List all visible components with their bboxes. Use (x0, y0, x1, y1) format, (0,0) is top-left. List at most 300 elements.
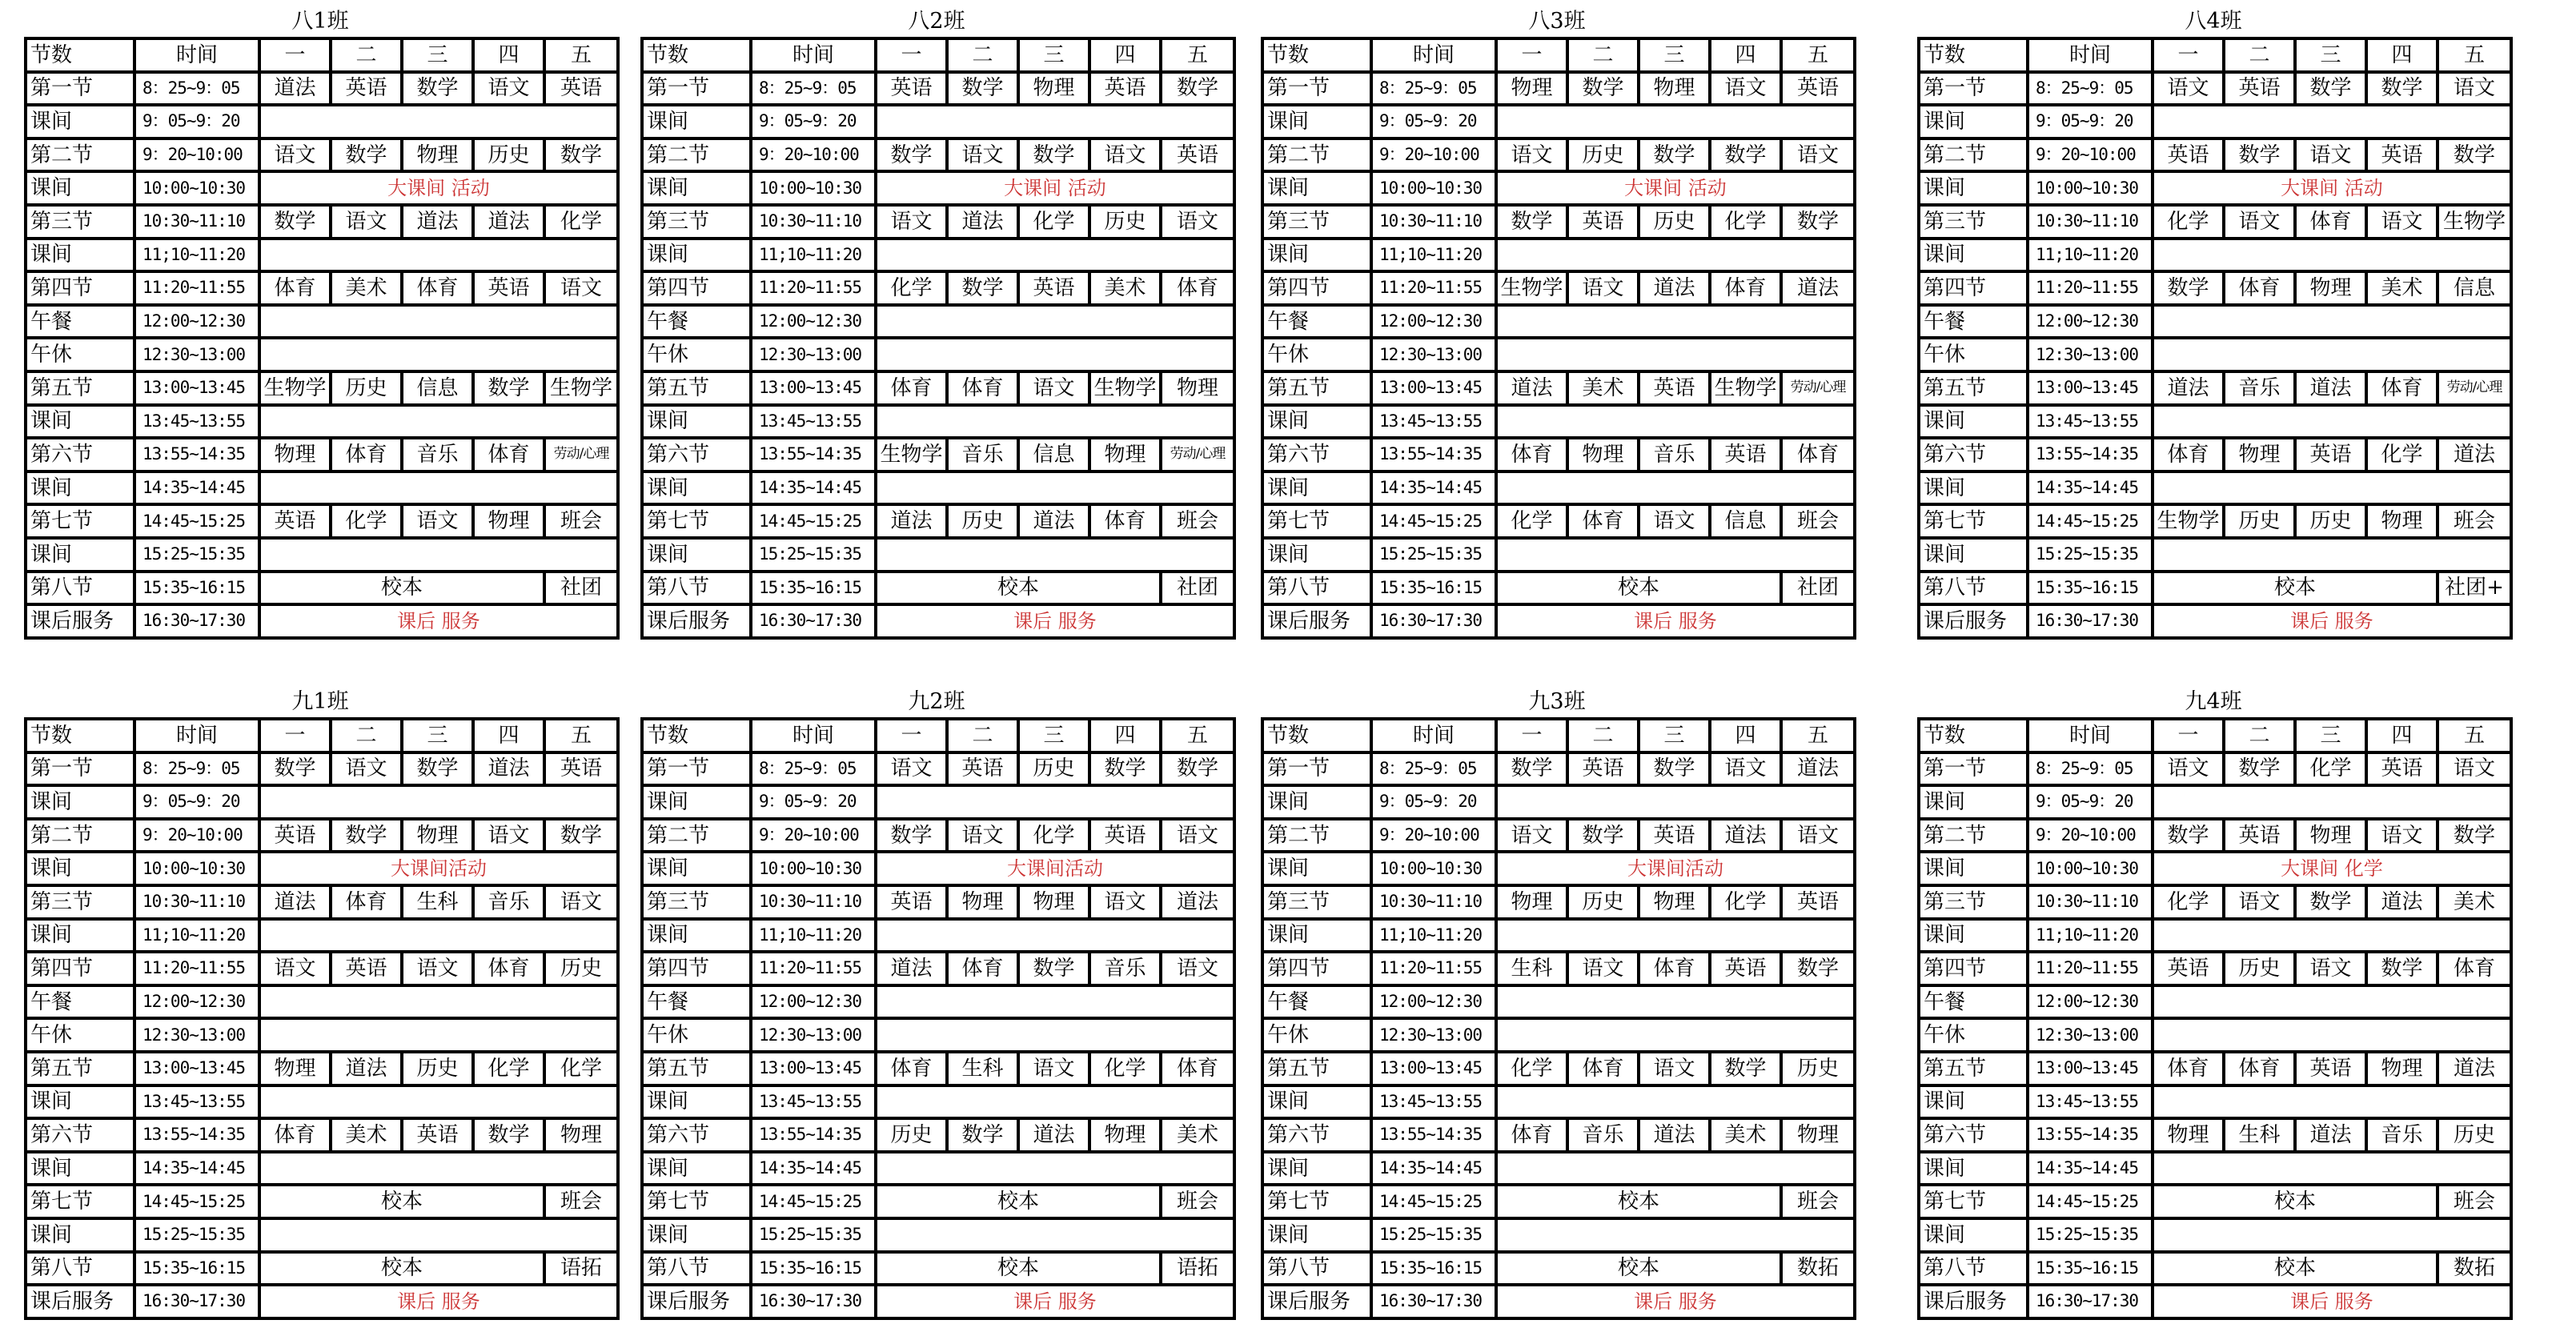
header-day: 一 (1496, 38, 1567, 72)
course-cell: 英语 (544, 72, 618, 106)
schedule-table (1917, 717, 2513, 1320)
period-label: 课间 (26, 171, 134, 205)
period-time: 14:45~15:25 (2028, 1185, 2153, 1218)
break-blank (876, 1018, 1234, 1052)
period-time: 10:00~10:30 (134, 171, 259, 205)
course-cell: 劳动/心理 (1161, 438, 1234, 471)
period-time: 13:55~14:35 (134, 1118, 259, 1152)
schedule-row (1919, 952, 2511, 985)
course-cell: 美术 (1089, 271, 1161, 305)
schedule-row (26, 138, 618, 172)
schedule-row (26, 852, 618, 885)
period-time: 10:00~10:30 (751, 171, 876, 205)
period-label: 第一节 (1262, 752, 1371, 786)
activity-note: 课后 服务 (2153, 1285, 2511, 1318)
course-cell: 数学 (331, 819, 402, 853)
course-cell: 道法 (402, 205, 473, 239)
schedule-row (1919, 604, 2511, 638)
activity-note: 课后 服务 (1496, 1285, 1855, 1318)
break-blank (259, 1018, 618, 1052)
period-time: 12:00~12:30 (134, 305, 259, 339)
period-time: 10:00~10:30 (751, 852, 876, 885)
course-cell: 语文 (1567, 271, 1639, 305)
period-label: 第六节 (26, 438, 134, 471)
period-time: 16:30~17:30 (1371, 604, 1496, 638)
course-cell: 历史 (2295, 504, 2366, 538)
course-cell: 数学 (1161, 752, 1234, 786)
schedule-row (1919, 919, 2511, 953)
period-time: 13:45~13:55 (134, 405, 259, 439)
activity-note: 课后 服务 (259, 604, 618, 638)
schedule-row (642, 1085, 1234, 1119)
period-label: 课间 (1262, 405, 1371, 439)
schedule-row (642, 105, 1234, 138)
period-label: 午休 (26, 1018, 134, 1052)
period-time: 12:00~12:30 (134, 985, 259, 1019)
break-blank (259, 105, 618, 138)
course-cell: 生物学 (1710, 371, 1781, 405)
activity-note: 大课间 活动 (876, 171, 1234, 205)
break-blank (259, 1085, 618, 1119)
activity-note: 大课间 活动 (1496, 171, 1855, 205)
period-label: 课间 (1919, 239, 2028, 272)
period-time: 11;10~11:20 (751, 239, 876, 272)
period-label: 课间 (642, 105, 751, 138)
schedule-table (1261, 717, 1856, 1320)
merged-course: 校本 (1496, 1185, 1781, 1218)
schedule-row (1919, 1252, 2511, 1286)
header-period: 节数 (1919, 719, 2028, 752)
period-time: 13:55~14:35 (2028, 1118, 2153, 1152)
schedule-row (1262, 1252, 1855, 1286)
schedule-row (1919, 239, 2511, 272)
period-label: 课后服务 (642, 1285, 751, 1318)
schedule-row (642, 819, 1234, 853)
course-cell: 物理 (1089, 438, 1161, 471)
course-cell: 语文 (1018, 371, 1089, 405)
course-cell: 数学 (876, 138, 947, 172)
course-cell: 化学 (1496, 1052, 1567, 1085)
course-cell: 物理 (2224, 438, 2295, 471)
period-time: 9：05~9：20 (2028, 105, 2153, 138)
period-time: 8：25~9：05 (751, 72, 876, 106)
schedule-row (642, 138, 1234, 172)
header-day: 五 (1161, 38, 1234, 72)
schedule-row (26, 785, 618, 819)
course-cell: 语文 (473, 819, 544, 853)
course-cell: 数学 (331, 138, 402, 172)
period-label: 课间 (26, 1152, 134, 1186)
period-time: 12:30~13:00 (2028, 1018, 2153, 1052)
schedule-row (26, 1085, 618, 1119)
break-blank (2153, 1218, 2511, 1252)
schedule-row (642, 952, 1234, 985)
course-cell: 化学 (1710, 205, 1781, 239)
break-blank (259, 1152, 618, 1186)
schedule-row (642, 785, 1234, 819)
period-time: 11:20~11:55 (134, 271, 259, 305)
schedule-row (1919, 785, 2511, 819)
schedule-row (1919, 985, 2511, 1019)
schedule-row (1262, 1085, 1855, 1119)
period-time: 9：20~10:00 (2028, 819, 2153, 853)
course-cell: 信息 (402, 371, 473, 405)
header-day: 五 (544, 38, 618, 72)
period-label: 午餐 (1919, 985, 2028, 1019)
course-cell: 体育 (1089, 504, 1161, 538)
course-cell: 物理 (2366, 1052, 2438, 1085)
schedule-row (1919, 538, 2511, 572)
course-cell: 体育 (1161, 271, 1234, 305)
course-cell: 英语 (876, 885, 947, 919)
period-time: 15:35~16:15 (2028, 1252, 2153, 1286)
course-cell: 语文 (331, 205, 402, 239)
period-label: 第八节 (1262, 572, 1371, 605)
schedule-row (642, 371, 1234, 405)
course-cell: 信息 (1018, 438, 1089, 471)
period-time: 14:35~14:45 (1371, 1152, 1496, 1186)
course-cell: 语文 (544, 271, 618, 305)
merged-course: 校本 (1496, 572, 1781, 605)
course-cell: 数学 (1710, 138, 1781, 172)
period-time: 9：20~10:00 (1371, 138, 1496, 172)
course-cell: 生科 (947, 1052, 1018, 1085)
header-time: 时间 (751, 719, 876, 752)
period-time: 12:00~12:30 (2028, 305, 2153, 339)
course-cell: 数学 (2295, 72, 2366, 106)
class-timetable (24, 680, 616, 1317)
period-label: 第二节 (1919, 138, 2028, 172)
course-cell: 体育 (2224, 1052, 2295, 1085)
schedule-row (26, 1185, 618, 1218)
period-time: 15:25~15:35 (751, 538, 876, 572)
course-cell: 音乐 (402, 438, 473, 471)
course-cell: 道法 (259, 72, 331, 106)
header-day: 一 (1496, 719, 1567, 752)
period-label: 第六节 (1262, 438, 1371, 471)
header-day: 四 (473, 38, 544, 72)
course-cell: 道法 (2438, 438, 2511, 471)
course-cell: 数学 (2153, 271, 2224, 305)
course-cell: 化学 (544, 1052, 618, 1085)
activity-note: 课后 服务 (1496, 604, 1855, 638)
merged-course: 校本 (2153, 1252, 2438, 1286)
schedule-row (1262, 271, 1855, 305)
schedule-row (1919, 72, 2511, 106)
course-cell: 物理 (402, 819, 473, 853)
period-time: 12:30~13:00 (134, 1018, 259, 1052)
schedule-row (1262, 852, 1855, 885)
course-cell: 历史 (331, 371, 402, 405)
course-cell: 物理 (1496, 885, 1567, 919)
schedule-row (642, 338, 1234, 371)
schedule-row (642, 205, 1234, 239)
period-label: 课间 (26, 471, 134, 505)
course-cell: 社团 (544, 572, 618, 605)
course-cell: 体育 (259, 1118, 331, 1152)
period-label: 第四节 (1919, 271, 2028, 305)
period-time: 13:00~13:45 (134, 1052, 259, 1085)
period-label: 课间 (1262, 852, 1371, 885)
course-cell: 历史 (1639, 205, 1710, 239)
period-time: 13:00~13:45 (751, 371, 876, 405)
schedule-row (26, 471, 618, 505)
course-cell: 道法 (1710, 819, 1781, 853)
course-cell: 社团+ (2438, 572, 2511, 605)
break-blank (876, 538, 1234, 572)
header-row (1919, 719, 2511, 752)
period-time: 11;10~11:20 (134, 919, 259, 953)
course-cell: 英语 (2366, 752, 2438, 786)
period-time: 8：25~9：05 (134, 752, 259, 786)
schedule-row (1262, 785, 1855, 819)
schedule-row (642, 1152, 1234, 1186)
course-cell: 语文 (1161, 819, 1234, 853)
course-cell: 英语 (876, 72, 947, 106)
header-time: 时间 (1371, 38, 1496, 72)
period-label: 午休 (1919, 1018, 2028, 1052)
course-cell: 英语 (2224, 72, 2295, 106)
header-period: 节数 (1262, 38, 1371, 72)
period-label: 第六节 (642, 438, 751, 471)
header-day: 二 (947, 38, 1018, 72)
header-day: 三 (1639, 38, 1710, 72)
course-cell: 数学 (2366, 952, 2438, 985)
break-blank (259, 785, 618, 819)
period-label: 第五节 (1262, 371, 1371, 405)
schedule-row (26, 271, 618, 305)
period-time: 9：05~9：20 (2028, 785, 2153, 819)
schedule-row (26, 985, 618, 1019)
period-label: 课间 (1262, 785, 1371, 819)
course-cell: 美术 (1161, 1118, 1234, 1152)
period-label: 第四节 (1262, 952, 1371, 985)
course-cell: 数学 (1018, 138, 1089, 172)
header-time: 时间 (134, 38, 259, 72)
schedule-row (1262, 1218, 1855, 1252)
schedule-row (1262, 819, 1855, 853)
course-cell: 历史 (544, 952, 618, 985)
course-cell: 数学 (2438, 819, 2511, 853)
period-time: 10:30~11:10 (134, 205, 259, 239)
period-label: 第八节 (26, 572, 134, 605)
course-cell: 音乐 (1639, 438, 1710, 471)
header-day: 四 (1710, 38, 1781, 72)
period-time: 15:35~16:15 (1371, 1252, 1496, 1286)
period-time: 9：20~10:00 (134, 138, 259, 172)
period-label: 午休 (26, 338, 134, 371)
break-blank (2153, 785, 2511, 819)
period-time: 10:00~10:30 (1371, 852, 1496, 885)
course-cell: 语文 (876, 205, 947, 239)
break-blank (1496, 1152, 1855, 1186)
course-cell: 美术 (331, 1118, 402, 1152)
course-cell: 英语 (947, 752, 1018, 786)
course-cell: 数学 (1639, 752, 1710, 786)
period-time: 11:20~11:55 (1371, 952, 1496, 985)
course-cell: 物理 (1161, 371, 1234, 405)
break-blank (1496, 105, 1855, 138)
period-time: 13:00~13:45 (134, 371, 259, 405)
course-cell: 体育 (331, 885, 402, 919)
period-label: 课间 (1919, 538, 2028, 572)
schedule-row (26, 1285, 618, 1318)
break-blank (2153, 471, 2511, 505)
period-label: 第一节 (1919, 72, 2028, 106)
course-cell: 班会 (1781, 504, 1855, 538)
period-label: 课间 (26, 852, 134, 885)
break-blank (1496, 785, 1855, 819)
schedule-row (1919, 271, 2511, 305)
period-label: 午餐 (26, 985, 134, 1019)
schedule-row (1919, 371, 2511, 405)
course-cell: 体育 (402, 271, 473, 305)
period-label: 课间 (1919, 405, 2028, 439)
course-cell: 道法 (2438, 1052, 2511, 1085)
course-cell: 语文 (1161, 952, 1234, 985)
period-time: 12:30~13:00 (751, 1018, 876, 1052)
period-label: 第二节 (26, 819, 134, 853)
schedule-row (1919, 1118, 2511, 1152)
course-cell: 英语 (1161, 138, 1234, 172)
schedule-row (642, 538, 1234, 572)
break-blank (1496, 305, 1855, 339)
course-cell: 数学 (2438, 138, 2511, 172)
period-label: 第一节 (26, 72, 134, 106)
period-label: 第六节 (1262, 1118, 1371, 1152)
course-cell: 体育 (1781, 438, 1855, 471)
break-blank (1496, 239, 1855, 272)
schedule-row (26, 819, 618, 853)
period-label: 课后服务 (1262, 1285, 1371, 1318)
period-label: 课间 (1919, 785, 2028, 819)
merged-course: 校本 (876, 1185, 1161, 1218)
merged-course: 校本 (259, 572, 544, 605)
course-cell: 英语 (473, 271, 544, 305)
course-cell: 道法 (1161, 885, 1234, 919)
period-label: 第六节 (26, 1118, 134, 1152)
schedule-row (26, 604, 618, 638)
course-cell: 数学 (1567, 819, 1639, 853)
class-timetable (1917, 680, 2510, 1317)
period-time: 16:30~17:30 (1371, 1285, 1496, 1318)
course-cell: 语文 (1781, 819, 1855, 853)
course-cell: 数学 (2366, 72, 2438, 106)
schedule-row (1262, 438, 1855, 471)
schedule-row (1262, 171, 1855, 205)
schedule-row (1919, 504, 2511, 538)
period-time: 16:30~17:30 (2028, 1285, 2153, 1318)
course-cell: 数学 (876, 819, 947, 853)
course-cell: 美术 (1567, 371, 1639, 405)
schedule-row (1919, 438, 2511, 471)
break-blank (2153, 405, 2511, 439)
schedule-row (642, 1052, 1234, 1085)
break-blank (259, 919, 618, 953)
header-period: 节数 (26, 38, 134, 72)
period-label: 午餐 (642, 305, 751, 339)
course-cell: 化学 (2295, 752, 2366, 786)
activity-note: 大课间活动 (876, 852, 1234, 885)
schedule-row (26, 572, 618, 605)
break-blank (876, 919, 1234, 953)
course-cell: 数学 (259, 752, 331, 786)
course-cell: 数学 (544, 819, 618, 853)
course-cell: 班会 (544, 504, 618, 538)
period-time: 12:30~13:00 (1371, 1018, 1496, 1052)
course-cell: 信息 (1710, 504, 1781, 538)
course-cell: 物理 (2295, 271, 2366, 305)
course-cell: 历史 (1567, 138, 1639, 172)
course-cell: 语文 (1496, 138, 1567, 172)
period-label: 第二节 (26, 138, 134, 172)
period-label: 课后服务 (26, 1285, 134, 1318)
header-period: 节数 (642, 719, 751, 752)
period-time: 14:45~15:25 (1371, 504, 1496, 538)
period-time: 8：25~9：05 (751, 752, 876, 786)
period-time: 16:30~17:30 (134, 604, 259, 638)
break-blank (1496, 1018, 1855, 1052)
course-cell: 历史 (2438, 1118, 2511, 1152)
period-time: 9：20~10:00 (751, 138, 876, 172)
activity-note: 大课间活动 (259, 852, 618, 885)
period-label: 第五节 (26, 371, 134, 405)
period-label: 第二节 (1919, 819, 2028, 853)
header-row (1262, 719, 1855, 752)
break-blank (1496, 1085, 1855, 1119)
course-cell: 化学 (2366, 438, 2438, 471)
period-time: 10:30~11:10 (1371, 205, 1496, 239)
period-time: 15:25~15:35 (134, 1218, 259, 1252)
period-label: 第八节 (642, 572, 751, 605)
period-label: 第四节 (26, 271, 134, 305)
course-cell: 语文 (2438, 752, 2511, 786)
schedule-row (1919, 572, 2511, 605)
schedule-row (1919, 885, 2511, 919)
course-cell: 物理 (1018, 885, 1089, 919)
period-time: 9：05~9：20 (751, 105, 876, 138)
course-cell: 英语 (1567, 752, 1639, 786)
break-blank (2153, 1018, 2511, 1052)
course-cell: 语文 (1710, 72, 1781, 106)
period-label: 课间 (642, 471, 751, 505)
schedule-row (642, 985, 1234, 1019)
course-cell: 英语 (2153, 138, 2224, 172)
class-timetable (24, 0, 616, 636)
course-cell: 英语 (2295, 438, 2366, 471)
period-time: 10:00~10:30 (134, 852, 259, 885)
period-time: 16:30~17:30 (134, 1285, 259, 1318)
period-label: 第一节 (1919, 752, 2028, 786)
course-cell: 数学 (947, 1118, 1018, 1152)
schedule-row (1262, 538, 1855, 572)
break-blank (876, 1152, 1234, 1186)
period-label: 第四节 (1262, 271, 1371, 305)
period-time: 11;10~11:20 (2028, 239, 2153, 272)
period-label: 第一节 (642, 72, 751, 106)
course-cell: 英语 (331, 952, 402, 985)
schedule-row (26, 1018, 618, 1052)
class-title: 八3班 (1528, 9, 1586, 34)
course-cell: 体育 (473, 952, 544, 985)
period-time: 12:30~13:00 (751, 338, 876, 371)
break-blank (259, 1218, 618, 1252)
period-time: 15:35~16:15 (1371, 572, 1496, 605)
schedule-row (1919, 1018, 2511, 1052)
period-label: 第三节 (1919, 885, 2028, 919)
break-blank (876, 338, 1234, 371)
period-time: 11:20~11:55 (2028, 271, 2153, 305)
